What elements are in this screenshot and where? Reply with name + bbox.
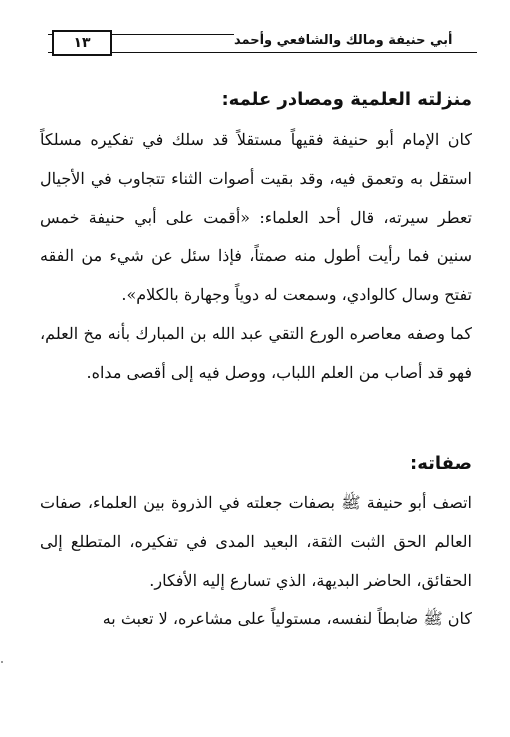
page-number: ١٣ (52, 30, 112, 56)
paragraph: كان الإمام أبو حنيفة فقيهاً مستقلاً قد سلك في تفكيره مسلكاً استقل به وتعمق فيه، وقد بقيت أصوات الثناء تتجاوب في الأجيال تعطر سيرته، قال أحد العلماء: «أقمت على أبي حنيفة خمس سنين فما رأيت أطول منه صمتاً، فإذا سئل عن شيء من الفقه تفتح وسال كالوادي، وسمعت له دوياً وجهارة بالكلام». (40, 130, 472, 305)
paragraph: كان ﷺ ضابطاً لنفسه، مستولياً على مشاعره، لا تعبث به (102, 609, 472, 629)
section-body-traits (40, 484, 472, 639)
header-rule-bottom (48, 52, 477, 53)
section-heading: منزلته العلمية ومصادر علمه: (221, 89, 472, 110)
section-heading: صفاته: (410, 453, 472, 474)
page-header (48, 30, 477, 58)
scan-speck (1, 661, 3, 663)
section-heading-traits (40, 446, 472, 482)
section-heading-status (40, 82, 472, 118)
running-title: أبي حنيفة ومالك والشافعي وأحمد (234, 30, 477, 52)
paragraph: اتصف أبو حنيفة ﷺ بصفات جعلته في الذروة بين العلماء، صفات العالم الحق الثبت الثقة، البعيد المدى في تفكيره، المتطلع إلى الحقائق، الحاضر البديهة، الذي تسارع إليه الأفكار. (40, 493, 472, 590)
paragraph: كما وصفه معاصره الورع التقي عبد الله بن المبارك بأنه مخ العلم، فهو قد أصاب من العلم اللباب، ووصل فيه إلى أقصى مداه. (40, 323, 472, 382)
section-body-status (40, 121, 472, 393)
